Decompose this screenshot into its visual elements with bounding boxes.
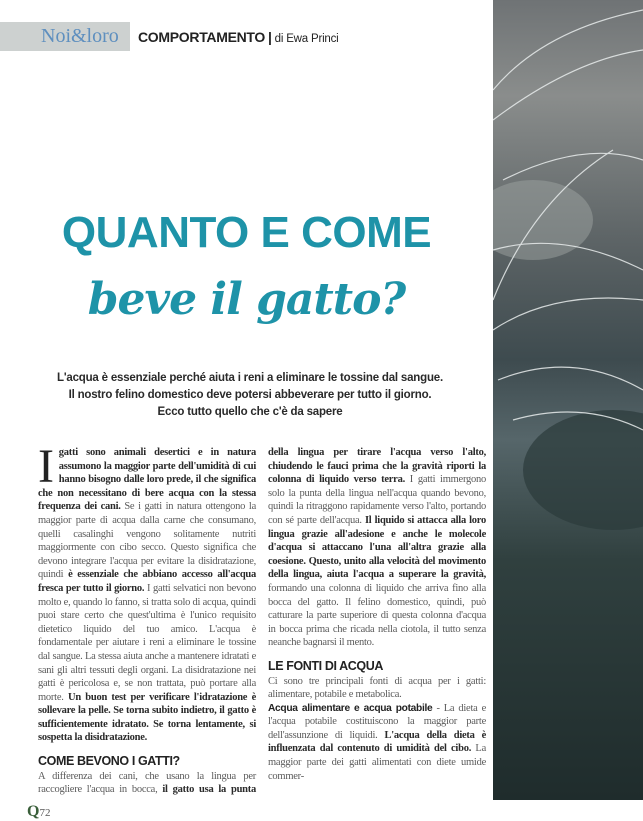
subheading: LE FONTI DI ACQUA [268, 658, 383, 673]
run-in-heading: Acqua alimentare e acqua potabile [268, 702, 433, 714]
category-header [138, 29, 339, 45]
section-name: Noi&loro [41, 25, 119, 47]
text-bold: il gatto usa la punta della lingua per tirare l'acqua verso l'alto, chiudendo le fauci prima che la gravità riporti la colonna di liquido verso terra. [162, 447, 486, 796]
title-line-1: QUANTO E COME [61, 208, 432, 257]
paragraph [38, 440, 256, 745]
text: I gatti selvatici non bevono molto e, quando lo fanno, si tratta solo di acqua, quindi puoi stare certo che quest'ultima è l'unico requisito dietetico liquido del tuo amico. L'acqua è fondamentale per aiutare i reni a eliminare le tossine dal sangue. La stessa aiuta anche a mantenere idratati e sani gli altri tessuti degli organi. La disidratazione nei gatti è pericolosa e, se non trattata, può portare alla morte. [38, 582, 256, 703]
lead-paragraph [8, 370, 492, 421]
lead-line: Il nostro felino domestico deve potersi abbeverare per tutto il giorno. [68, 389, 432, 401]
text: I gatti immergono solo la punta della lingua nell'acqua quando bevono, quindi la ritraggono rapidamente verso l'alto, portando con sé parte dell'acqua. [268, 474, 486, 526]
text: La maggior parte dei gatti alimentati con diete umide commer- [268, 743, 487, 782]
author: di Ewa Princi [274, 33, 339, 45]
magazine-logo: Q [27, 802, 40, 820]
text: formando una colonna di liquido che arriva fino alla bocca del gatto. Il felino domestico, quindi, può catturare la parte superiore di questa colonna d'acqua in bocca prima che ricada nella ciotola, il tutto senza neanche bagnarsi il mento. [268, 582, 486, 649]
separator: | [268, 29, 272, 45]
category-label: COMPORTAMENTO [138, 29, 266, 45]
text-bold: gatti sono animali desertici e in natura assumono la maggior parte dell'umidità di cui hanno bisogno dalle loro prede, il che significa che non necessitano di bere acqua con la stessa frequenza dei cani. [38, 447, 256, 513]
title-line-2: beve il gatto? [87, 274, 406, 325]
lead-line: L'acqua è essenziale perché aiuta i reni a eliminare le tossine dal sangue. [57, 372, 443, 384]
drop-cap: I [38, 440, 54, 493]
paragraph: Ci sono tre principali fonti di acqua per i gatti: alimentare, potabile e metabolica. [268, 675, 486, 701]
text: - La dieta e l'acqua potabile costituiscono la maggior parte dell'assunzione di liquidi. [268, 702, 487, 741]
subheading: COME BEVONO I GATTI? [38, 754, 180, 769]
text: Se i gatti in natura ottengono la maggior parte di acqua dalla carne che consumano, quelli casalinghi vengono solitamente nutriti maggiormente con cibo secco. Questo significa che devono integrare l'acqua per evitare la disidratazione, quindi [38, 501, 256, 581]
text-bold: Il liquido si attacca alla loro lingua grazie all'adesione e anche le molecole d'acqua si attaccano l'una all'altra grazie alla coesione. Questo, unito alla velocità del movimento della lingua, aiuta l'acqua a superare la gravità, [268, 514, 486, 581]
text-bold: Un buon test per verificare l'idratazione è sollevare la pelle. Se torna subito indietro, il gatto è sufficientemente idratato. Se torna lentamente, si sospetta la disidratazione. [38, 691, 256, 744]
whiskers-illustration [493, 0, 643, 800]
text: A differenza dei cani, che usano la lingua per raccogliere l'acqua in bocca, [38, 770, 256, 796]
lead-line: Ecco tutto quello che c'è da sapere [157, 406, 343, 418]
text-bold: L'acqua della dieta è influenzata dal contenuto di umidità del cibo. [268, 729, 486, 755]
paragraph [268, 702, 486, 784]
page-folio [27, 803, 486, 821]
article-content [27, 440, 487, 821]
text-bold: è essenziale che abbiano accesso all'acqua fresca per tutto il giorno. [38, 569, 256, 594]
article-body [38, 440, 487, 797]
cat-whiskers-photo [493, 0, 643, 800]
page-number: 72 [39, 806, 51, 819]
